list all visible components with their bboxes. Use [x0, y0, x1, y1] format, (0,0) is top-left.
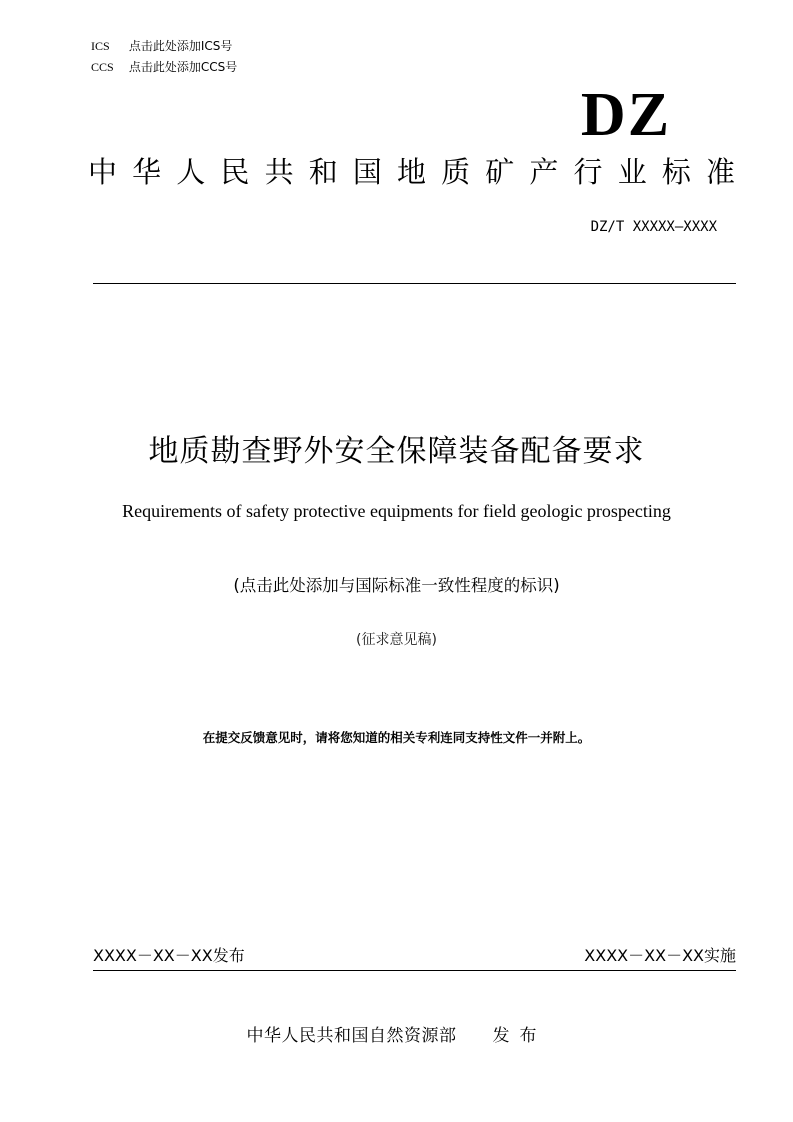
publish-date: XXXX－XX－XX发布 — [93, 946, 245, 965]
footer-divider — [93, 970, 736, 971]
implement-date: XXXX－XX－XX实施 — [584, 946, 736, 965]
ics-placeholder[interactable]: 点击此处添加ICS号 — [128, 39, 233, 53]
standard-number: DZ/T XXXXX—XXXX — [590, 219, 717, 235]
header-divider — [93, 283, 736, 284]
ccs-label: CCS — [91, 60, 114, 74]
dz-logo: DZ — [580, 81, 672, 149]
issuer-action: 发布 — [492, 1026, 547, 1046]
issuer-line — [0, 1024, 793, 1048]
ccs-placeholder[interactable]: 点击此处添加CCS号 — [128, 60, 238, 74]
conformity-placeholder[interactable]: (点击此处添加与国际标准一致性程度的标识) — [233, 576, 560, 595]
ics-label: ICS — [91, 39, 110, 53]
issuer-name: 中华人民共和国自然资源部 — [246, 1026, 457, 1046]
standard-category-title: 中华人民共和国地质矿产行业标准 — [88, 155, 736, 189]
document-title-cn: 地质勘查野外安全保障装备配备要求 — [148, 434, 645, 469]
classification-codes — [91, 36, 237, 78]
patent-notice: 在提交反馈意见时，请将您知道的相关专利连同支持性文件一并附上。 — [202, 730, 591, 745]
ccs-line — [91, 57, 237, 78]
draft-status: (征求意见稿) — [356, 632, 437, 648]
document-title-en: Requirements of safety protective equipments for field geologic prospecting — [122, 501, 671, 521]
ics-line — [91, 36, 237, 57]
